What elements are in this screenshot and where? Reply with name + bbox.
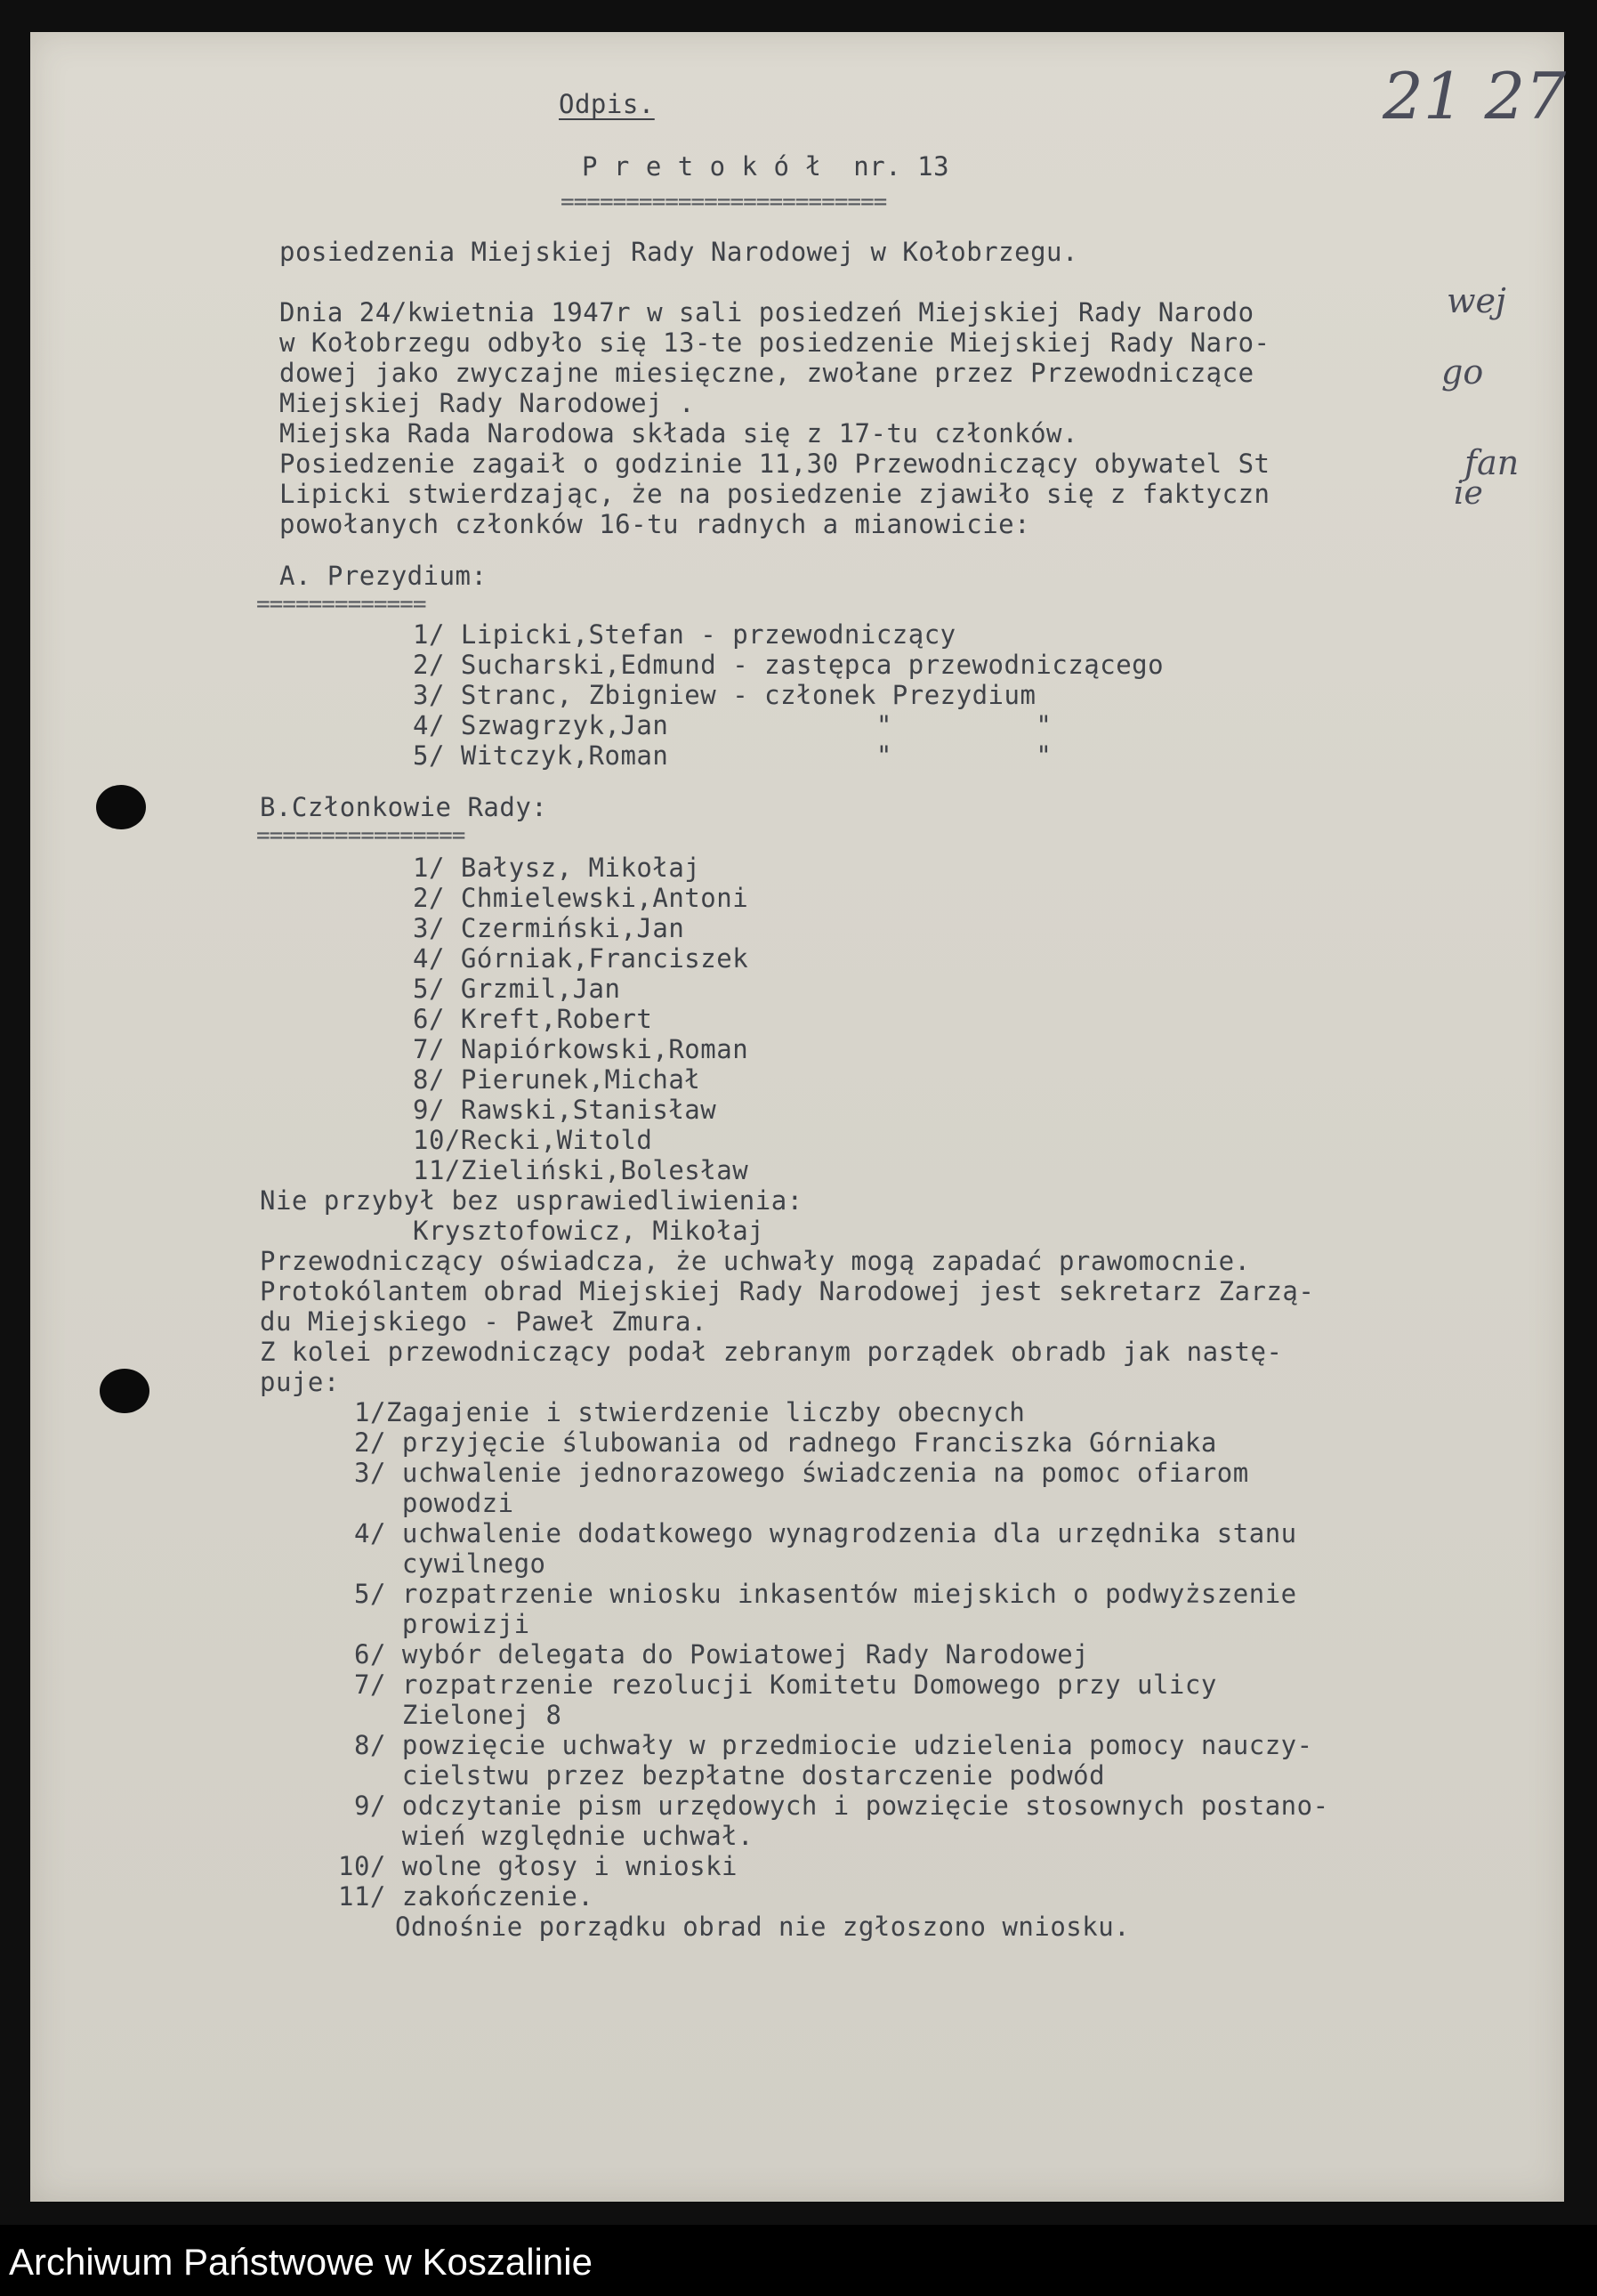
prezydium-member: 3/ Stranc, Zbigniew - członek Prezydium [413,680,1036,710]
agenda-item: 7/ rozpatrzenie rezolucji Komitetu Domowego przy ulicy [354,1669,1217,1700]
copy-label: Odpis. [559,89,655,119]
agenda-item: 4/ uchwalenie dodatkowego wynagrodzenia dla urzędnika stanu [354,1518,1297,1548]
agenda-item: Zielonej 8 [354,1700,562,1730]
absent-member: Krysztofowicz, Mikołaj [413,1216,765,1246]
intro-line: Miejskiej Rady Narodowej . [279,388,695,418]
intro-line: Posiedzenie zagaił o godzinie 11,30 Przewodniczący obywatel St [279,449,1270,479]
council-member: 9/ Rawski,Stanisław [413,1095,717,1125]
protocol-title: P r e t o k ó ł nr. 13 [582,151,950,182]
statement-line: puje: [260,1367,340,1397]
agenda-item: wień względnie uchwał. [354,1821,754,1851]
document-page [30,32,1567,2202]
agenda-item: cywilnego [354,1548,546,1579]
agenda-item: powodzi [354,1488,514,1518]
council-member: 11/Zieliński,Bolesław [413,1155,749,1185]
section-a-heading: A. Prezydium: [279,561,488,591]
punch-hole-bottom [100,1369,149,1413]
prezydium-member: 4/ Szwagrzyk,Jan " " [413,710,1053,740]
council-member: 7/ Napiórkowski,Roman [413,1034,749,1064]
handwritten-correction: ie [1454,475,1483,512]
section-a-rule: ============= [256,591,426,618]
handwritten-correction: wej [1447,281,1506,320]
council-member: 8/ Pierunek,Michał [413,1064,701,1095]
agenda-item: 5/ rozpatrzenie wniosku inkasentów miejskich o podwyższenie [354,1579,1297,1609]
section-b-heading: B.Członkowie Rady: [260,792,548,822]
punch-hole-top [96,785,146,829]
prezydium-member: 5/ Witczyk,Roman " " [413,740,1053,771]
protocol-title-rule: ========================= [561,189,887,215]
statement-line: Z kolei przewodniczący podał zebranym porządek obradb jak nastę- [260,1337,1283,1367]
council-member: 4/ Górniak,Franciszek [413,943,749,974]
statement-line: Przewodniczący oświadcza, że uchwały mogą zapadać prawomocnie. [260,1246,1251,1276]
intro-line: w Kołobrzegu odbyło się 13-te posiedzenie Miejskiej Rady Naro- [279,327,1270,358]
archive-name: Archiwum Państwowe w Koszalinie [9,2241,593,2283]
agenda-item: 8/ powzięcie uchwały w przedmiocie udzielenia pomocy nauczy- [354,1730,1313,1760]
agenda-item: 10/ wolne głosy i wnioski [338,1851,738,1881]
statement-line: Protokólantem obrad Miejskiej Rady Narodowej jest sekretarz Zarzą- [260,1276,1315,1306]
intro-line: Miejska Rada Narodowa składa się z 17-tu członków. [279,418,1078,449]
prezydium-member: 2/ Sucharski,Edmund - zastępca przewodniczącego [413,650,1165,680]
council-member: 3/ Czermiński,Jan [413,913,685,943]
handwritten-correction: fan [1464,443,1520,482]
agenda-item: prowizji [354,1609,530,1639]
intro-line: Dnia 24/kwietnia 1947r w sali posiedzeń Miejskiej Rady Narodo [279,297,1254,327]
closing-statement: Odnośnie porządku obrad nie zgłoszono wniosku. [395,1912,1131,1942]
agenda-item: 3/ uchwalenie jednorazowego świadczenia na pomoc ofiarom [354,1458,1249,1488]
agenda-item: 1/Zagajenie i stwierdzenie liczby obecnych [354,1397,1026,1427]
intro-line: powołanych członków 16-tu radnych a mianowicie: [279,509,1031,539]
council-member: 2/ Chmielewski,Antoni [413,883,749,913]
document-subtitle: posiedzenia Miejskiej Rady Narodowej w Kołobrzegu. [279,237,1078,267]
intro-line: Lipicki stwierdzając, że na posiedzenie zjawiło się z faktyczn [279,479,1270,509]
council-member: 10/Recki,Witold [413,1125,653,1155]
agenda-item: 2/ przyjęcie ślubowania od radnego Franciszka Górniaka [354,1427,1217,1458]
absence-text: Nie przybył bez usprawiedliwienia: [260,1185,803,1216]
archive-footer-bar [0,2225,1597,2296]
section-b-rule: ================ [256,822,465,849]
council-member: 5/ Grzmil,Jan [413,974,621,1004]
agenda-item: 9/ odczytanie pism urzędowych i powzięcie stosownych postano- [354,1791,1329,1821]
handwritten-correction: go [1441,352,1484,392]
intro-line: dowej jako zwyczajne miesięczne, zwołane przez Przewodniczące [279,358,1254,388]
prezydium-member: 1/ Lipicki,Stefan - przewodniczący [413,619,956,650]
council-member: 1/ Bałysz, Mikołaj [413,853,701,883]
agenda-item: 6/ wybór delegata do Powiatowej Rady Narodowej [354,1639,1090,1669]
handwritten-number: 21 27 [1383,59,1567,133]
statement-line: du Miejskiego - Paweł Zmura. [260,1306,707,1337]
agenda-item: 11/ zakończenie. [338,1881,594,1912]
council-member: 6/ Kreft,Robert [413,1004,653,1034]
agenda-item: cielstwu przez bezpłatne dostarczenie podwód [354,1760,1106,1791]
